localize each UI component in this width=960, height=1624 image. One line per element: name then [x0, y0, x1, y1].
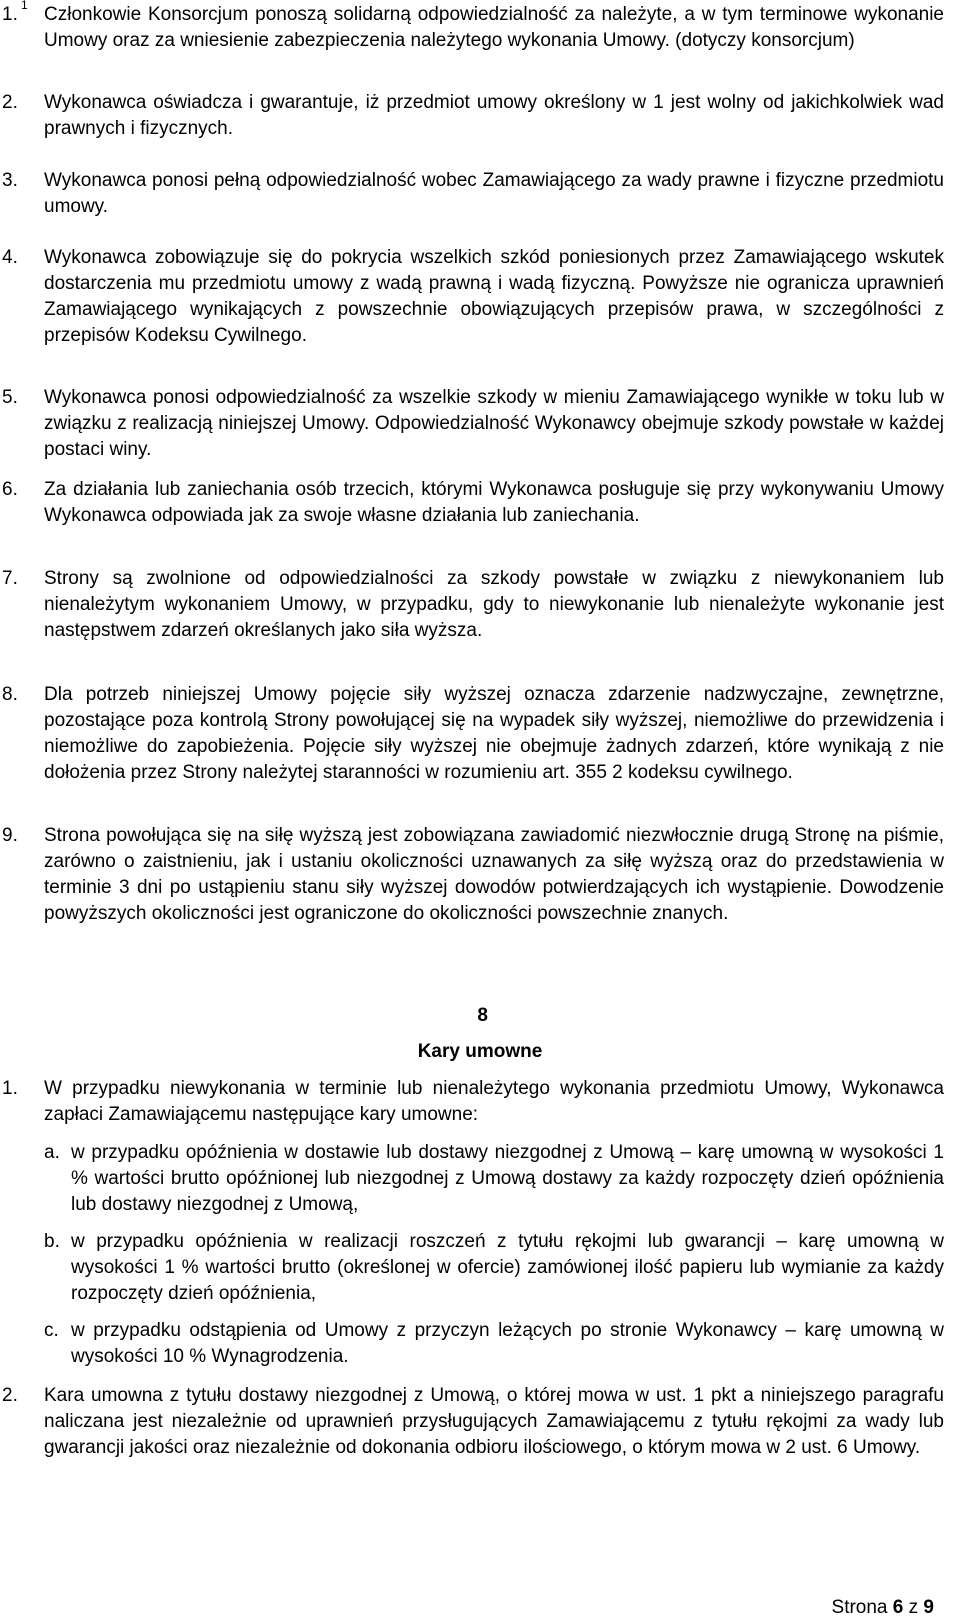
item-letter: b.: [44, 1231, 60, 1252]
item-text: Członkowie Konsorcjum ponoszą solidarną odpowiedzialność za należyte, a w tym terminowe wykonanie Umowy oraz za wniesienie zabezpieczenia należytego wykonania Umowy. (dotyczy konsorcjum): [44, 4, 944, 51]
item-text: Wykonawca oświadcza i gwarantuje, iż przedmiot umowy określony w 1 jest wolny od jakichkolwiek wad prawnych i fizycznych.: [44, 92, 944, 139]
item-text: w przypadku opóźnienia w dostawie lub dostawy niezgodnej z Umową – karę umowną w wysokości 1 % wartości brutto opóźnionej lub niezgodnej z Umową dostawy za każdy rozpoczęty dzień opóźnienia lub dostawy niezgodnej z Umową,: [71, 1142, 944, 1215]
item-text: Kara umowna z tytułu dostawy niezgodnej z Umową, o której mowa w ust. 1 pkt a niniejszego paragrafu naliczana jest niezależnie od uprawnień przysługujących Zamawiającemu z tytułu rękojmi za wady lub gwarancji jakości oraz niezależnie od dokonania odbioru ilościowego, o którym mowa w 2 ust. 6 Umowy.: [44, 1385, 944, 1458]
item-text: W przypadku niewykonania w terminie lub nienależytego wykonania przedmiotu Umowy, Wykonawca zapłaci Zamawiającemu następujące kary umowne:: [44, 1078, 944, 1125]
current-page: 6: [892, 1597, 904, 1618]
item-text: Strona powołująca się na siłę wyższą jest zobowiązana zawiadomić niezwłocznie drugą Stronę na piśmie, zarówno o zaistnieniu, jak i ustaniu okoliczności uznawanych za siłę wyższą oraz do przedstawienia w terminie 3 dni po ustąpieniu stanu siły wyższej dowodów potwierdzających ich wystąpienie. Dowodzenie powyższych okoliczności jest ograniczone do okoliczności powszechnie znanych.: [44, 825, 944, 924]
item-text: Za działania lub zaniechania osób trzecich, którymi Wykonawca posługuje się przy wykonywaniu Umowy Wykonawca odpowiada jak za swoje własne działania lub zaniechania.: [44, 479, 944, 526]
item-number: 5.: [2, 387, 18, 408]
item-text: w przypadku opóźnienia w realizacji roszczeń z tytułu rękojmi lub gwarancji – karę umowną w wysokości 1 % wartości brutto (określonej w ofercie) zamówionej ilość papieru lub wymianie za każdy rozpoczęty dzień opóźnienia,: [71, 1231, 944, 1304]
section-title: Kary umowne: [417, 1041, 543, 1062]
item-number: 1.: [2, 1078, 18, 1099]
item-number: 2.: [2, 1385, 18, 1406]
item-text: w przypadku odstąpienia od Umowy z przyczyn leżących po stronie Wykonawcy – karę umowną w wysokości 10 % Wynagrodzenia.: [71, 1320, 944, 1367]
item-text: Strony są zwolnione od odpowiedzialności za szkody powstałe w związku z niewykonaniem lub nienależytym wykonaniem Umowy, w przypadku, gdy to niewykonanie lub nienależyte wykonanie jest następstwem zdarzeń określanych jako siła wyższa.: [44, 568, 944, 641]
item-letter: a.: [44, 1142, 60, 1163]
item-number: 2.: [2, 92, 18, 113]
item-text: Dla potrzeb niniejszej Umowy pojęcie siły wyższej oznacza zdarzenie nadzwyczajne, zewnętrzne, pozostające poza kontrolą Strony powołującej się na wypadek siły wyższej, niemożliwe do przewidzenia i niemożliwe do zapobieżenia. Pojęcie siły wyższej nie obejmuje żadnych zdarzeń, które wynikają z nie dołożenia przez Strony należytej staranności w rozumieniu art. 355 2 kodeksu cywilnego.: [44, 684, 944, 783]
item-number: 8.: [2, 684, 18, 705]
total-pages: 9: [923, 1597, 934, 1618]
item-number: 6.: [2, 479, 18, 500]
item-number: 3.: [2, 170, 18, 191]
item-number: 9.: [2, 825, 18, 846]
page-footer: Strona 6 z 9: [831, 1597, 934, 1618]
item-text: Wykonawca ponosi pełną odpowiedzialność wobec Zamawiającego za wady prawne i fizyczne przedmiotu umowy.: [44, 170, 944, 217]
item-text: Wykonawca ponosi odpowiedzialność za wszelkie szkody w mieniu Zamawiającego wynikłe w toku lub w związku z realizacją niniejszej Umowy. Odpowiedzialność Wykonawcy obejmuje szkody powstałe w każdej postaci winy.: [44, 387, 944, 460]
item-number: 7.: [2, 568, 18, 589]
item-number: 1.: [2, 4, 18, 25]
section-number: 8: [0, 1003, 960, 1029]
item-text: Wykonawca zobowiązuje się do pokrycia wszelkich szkód poniesionych przez Zamawiającego wskutek dostarczenia mu przedmiotu umowy z wadą prawną i wadą fizyczną. Powyższe nie ogranicza uprawnień Zamawiającego wynikających z powszechnie obowiązujących przepisów prawa, w szczególności z przepisów Kodeksu Cywilnego.: [44, 247, 944, 346]
item-number: 4.: [2, 247, 18, 268]
footnote-marker: 1: [21, 0, 28, 12]
item-letter: c.: [44, 1320, 59, 1341]
